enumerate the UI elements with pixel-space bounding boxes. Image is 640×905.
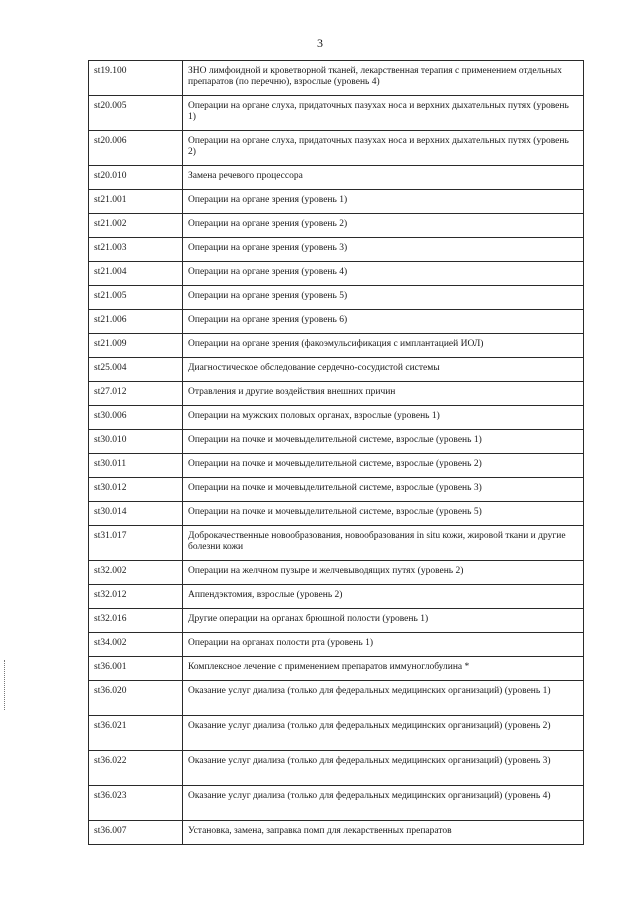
table-row xyxy=(89,526,584,561)
row-description: Другие операции на органах брюшной полости (уровень 1) xyxy=(183,609,584,633)
table-row xyxy=(89,609,584,633)
row-description: Операции на желчном пузыре и желчевыводящих путях (уровень 2) xyxy=(183,561,584,585)
table-row xyxy=(89,214,584,238)
row-code: st20.005 xyxy=(89,96,183,131)
table-row xyxy=(89,286,584,310)
row-description: Операции на органе зрения (уровень 4) xyxy=(183,262,584,286)
row-code: st27.012 xyxy=(89,382,183,406)
row-description: Операции на почке и мочевыделительной системе, взрослые (уровень 2) xyxy=(183,454,584,478)
table-row xyxy=(89,310,584,334)
row-code: st36.007 xyxy=(89,821,183,845)
row-description: Операции на органе зрения (уровень 1) xyxy=(183,190,584,214)
row-code: st30.014 xyxy=(89,502,183,526)
codes-table xyxy=(88,60,584,845)
table-row xyxy=(89,131,584,166)
row-description: Комплексное лечение с применением препаратов иммуноглобулина * xyxy=(183,657,584,681)
table-row xyxy=(89,454,584,478)
row-code: st21.005 xyxy=(89,286,183,310)
row-description: Операции на органе зрения (уровень 3) xyxy=(183,238,584,262)
row-description: Замена речевого процессора xyxy=(183,166,584,190)
row-code: st32.012 xyxy=(89,585,183,609)
row-code: st36.001 xyxy=(89,657,183,681)
table-row xyxy=(89,657,584,681)
row-code: st30.012 xyxy=(89,478,183,502)
row-code: st36.021 xyxy=(89,716,183,751)
row-code: st21.006 xyxy=(89,310,183,334)
table-row xyxy=(89,561,584,585)
row-description: Операции на почке и мочевыделительной системе, взрослые (уровень 5) xyxy=(183,502,584,526)
table-row xyxy=(89,585,584,609)
row-code: st30.011 xyxy=(89,454,183,478)
row-code: st21.009 xyxy=(89,334,183,358)
row-description: Диагностическое обследование сердечно-сосудистой системы xyxy=(183,358,584,382)
table-row xyxy=(89,262,584,286)
row-code: st21.002 xyxy=(89,214,183,238)
row-description: Операции на органе зрения (уровень 5) xyxy=(183,286,584,310)
row-description: Установка, замена, заправка помп для лекарственных препаратов xyxy=(183,821,584,845)
row-code: st30.006 xyxy=(89,406,183,430)
row-code: st21.001 xyxy=(89,190,183,214)
row-description: Операции на мужских половых органах, взрослые (уровень 1) xyxy=(183,406,584,430)
row-description: Доброкачественные новообразования, новообразования in situ кожи, жировой ткани и другие болезни кожи xyxy=(183,526,584,561)
row-code: st32.002 xyxy=(89,561,183,585)
table-row xyxy=(89,821,584,845)
margin-mark xyxy=(4,660,7,710)
row-description: Оказание услуг диализа (только для федеральных медицинских организаций) (уровень 4) xyxy=(183,786,584,821)
row-description: Операции на почке и мочевыделительной системе, взрослые (уровень 1) xyxy=(183,430,584,454)
row-description: Аппендэктомия, взрослые (уровень 2) xyxy=(183,585,584,609)
row-description: Операции на органе зрения (факоэмульсификация с имплантацией ИОЛ) xyxy=(183,334,584,358)
table-row xyxy=(89,96,584,131)
row-code: st36.023 xyxy=(89,786,183,821)
table-row xyxy=(89,786,584,821)
row-description: Операции на органах полости рта (уровень 1) xyxy=(183,633,584,657)
table-row xyxy=(89,382,584,406)
row-description: Отравления и другие воздействия внешних причин xyxy=(183,382,584,406)
table-row xyxy=(89,61,584,96)
row-code: st21.004 xyxy=(89,262,183,286)
table-row xyxy=(89,633,584,657)
row-description: Операции на органе зрения (уровень 6) xyxy=(183,310,584,334)
row-code: st21.003 xyxy=(89,238,183,262)
table-row xyxy=(89,190,584,214)
row-description: Операции на почке и мочевыделительной системе, взрослые (уровень 3) xyxy=(183,478,584,502)
row-description: Оказание услуг диализа (только для федеральных медицинских организаций) (уровень 3) xyxy=(183,751,584,786)
row-code: st19.100 xyxy=(89,61,183,96)
table-row xyxy=(89,166,584,190)
table-row xyxy=(89,238,584,262)
row-code: st20.006 xyxy=(89,131,183,166)
table-row xyxy=(89,751,584,786)
row-description: Операции на органе зрения (уровень 2) xyxy=(183,214,584,238)
table-row xyxy=(89,478,584,502)
table-row xyxy=(89,430,584,454)
table-row xyxy=(89,716,584,751)
table-body xyxy=(89,61,584,845)
row-code: st30.010 xyxy=(89,430,183,454)
table-row xyxy=(89,358,584,382)
row-description: Оказание услуг диализа (только для федеральных медицинских организаций) (уровень 2) xyxy=(183,716,584,751)
table-row xyxy=(89,681,584,716)
row-code: st34.002 xyxy=(89,633,183,657)
row-description: Операции на органе слуха, придаточных пазухах носа и верхних дыхательных путях (уровень 1) xyxy=(183,96,584,131)
row-code: st36.022 xyxy=(89,751,183,786)
table-row xyxy=(89,334,584,358)
row-code: st32.016 xyxy=(89,609,183,633)
row-code: st31.017 xyxy=(89,526,183,561)
row-code: st20.010 xyxy=(89,166,183,190)
table-row xyxy=(89,406,584,430)
row-description: Оказание услуг диализа (только для федеральных медицинских организаций) (уровень 1) xyxy=(183,681,584,716)
row-code: st36.020 xyxy=(89,681,183,716)
row-description: ЗНО лимфоидной и кроветворной тканей, лекарственная терапия с применением отдельных препаратов (по перечню), взрослые (уровень 4) xyxy=(183,61,584,96)
page-number: 3 xyxy=(317,36,323,50)
row-code: st25.004 xyxy=(89,358,183,382)
table-row xyxy=(89,502,584,526)
row-description: Операции на органе слуха, придаточных пазухах носа и верхних дыхательных путях (уровень 2) xyxy=(183,131,584,166)
